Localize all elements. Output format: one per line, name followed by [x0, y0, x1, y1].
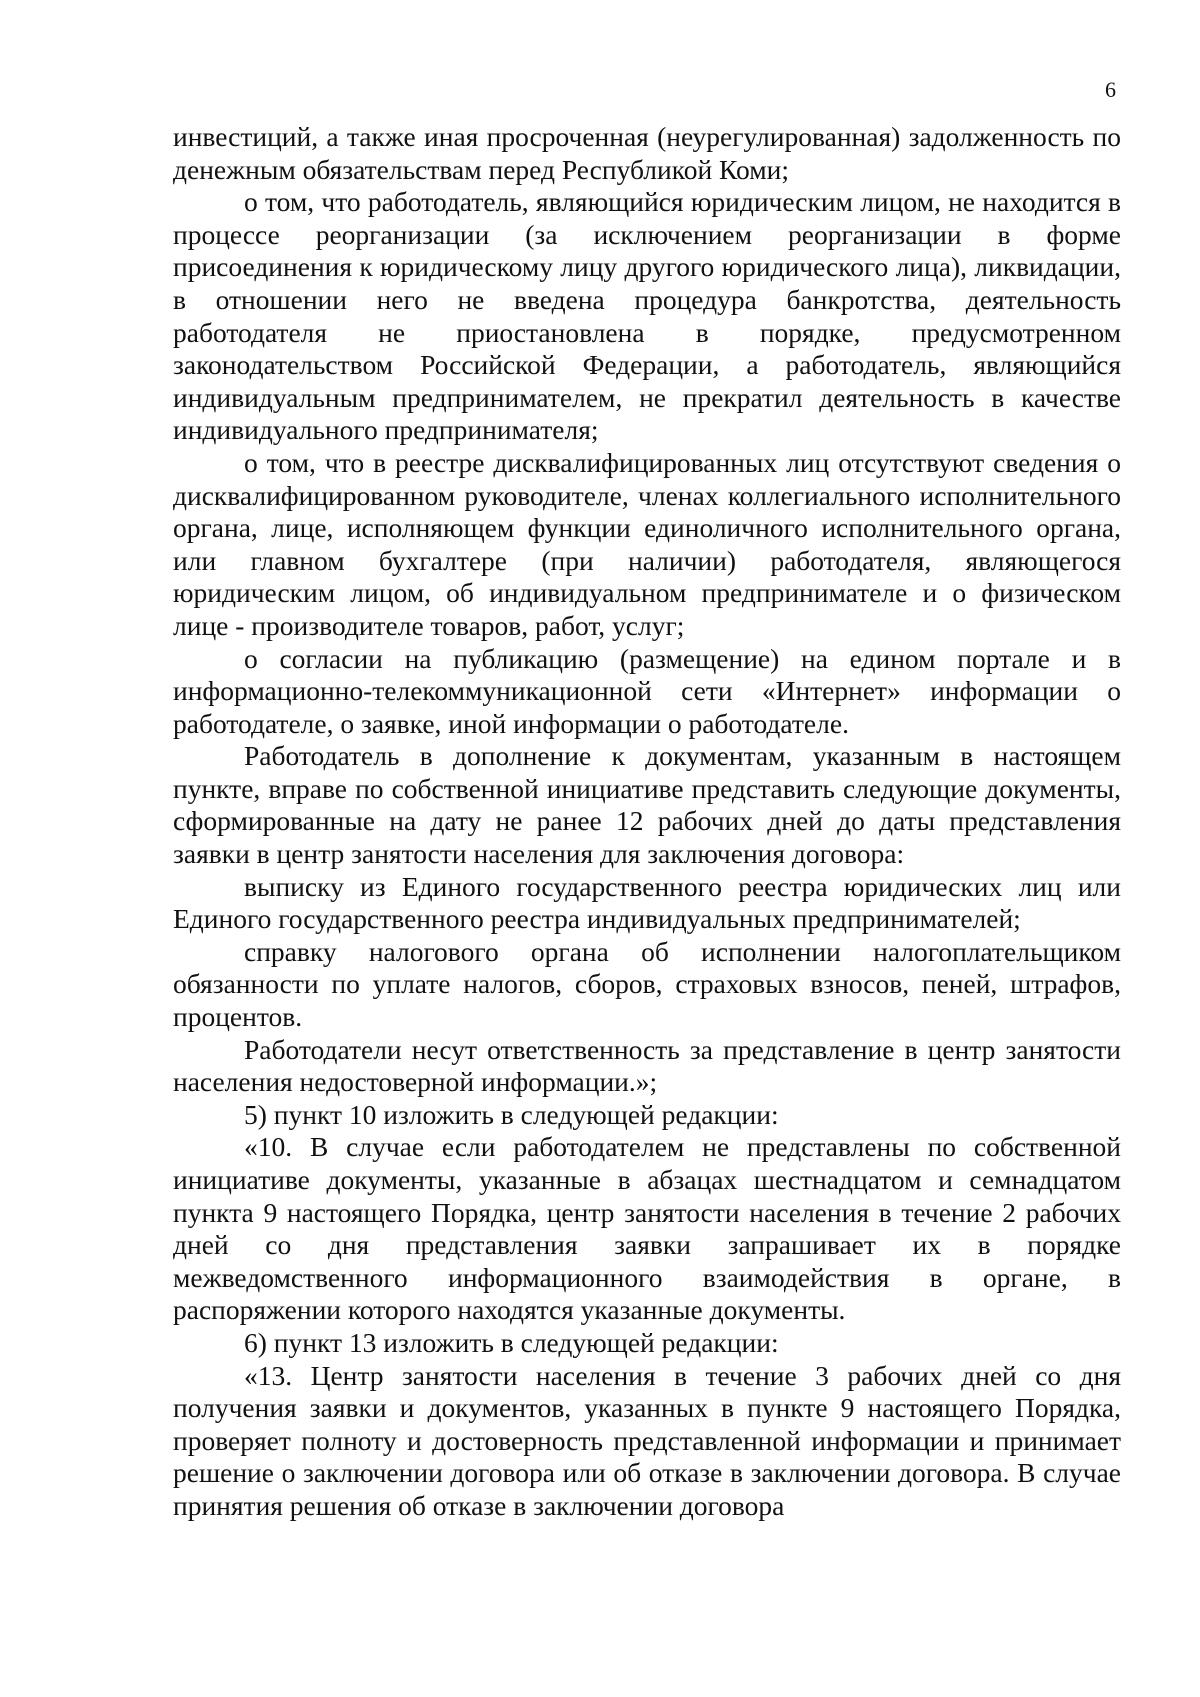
- paragraph-8: Работодатели несут ответственность за представление в центр занятости населения недостоверной информации.»;: [173, 1033, 1121, 1098]
- paragraph-7: справку налогового органа об исполнении налогоплательщиком обязанности по уплате налогов, сборов, страховых взносов, пеней, штрафов, процентов.: [173, 935, 1121, 1033]
- paragraph-4: о согласии на публикацию (размещение) на едином портале и в информационно-телекоммуникационной сети «Интернет» информации о работодателе, о заявке, иной информации о работодателе.: [173, 642, 1121, 739]
- paragraph-1: инвестиций, а также иная просроченная (неурегулированная) задолженность по денежным обязательствам перед Республикой Коми;: [173, 121, 1121, 185]
- document-body: [173, 121, 1121, 1523]
- page-number: 6: [1105, 77, 1116, 102]
- paragraph-10: «10. В случае если работодателем не представлены по собственной инициативе документы, указанные в абзацах шестнадцатом и семнадцатом пункта 9 настоящего Порядка, центр занятости населения в течение 2 рабочих дней со дня представления заявки запрашивает их в порядке межведомственного информационного взаимодействия в органе, в распоряжении которого находятся указанные документы.: [173, 1131, 1121, 1326]
- paragraph-5: Работодатель в дополнение к документам, указанным в настоящем пункте, вправе по собственной инициативе представить следующие документы, сформированные на дату не ранее 12 рабочих дней до даты представления заявки в центр занятости населения для заключения договора:: [173, 740, 1121, 870]
- paragraph-3: о том, что в реестре дисквалифицированных лиц отсутствуют сведения о дисквалифицированном руководителе, членах коллегиального исполнительного органа, лице, исполняющем функции единоличного исполнительного органа, или главном бухгалтере (при наличии) работодателя, являющегося юридическим лицом, об индивидуальном предпринимателе и о физическом лице - производителе товаров, работ, услуг;: [173, 446, 1121, 641]
- paragraph-9: 5) пункт 10 изложить в следующей редакции:: [244, 1098, 779, 1130]
- paragraph-2: о том, что работодатель, являющийся юридическим лицом, не находится в процессе реорганизации (за исключением реорганизации в форме присоединения к юридическому лицу другого юридического лица), ликвидации, в отношении него не введена процедура банкротства, деятельность работодателя не приостановлена в порядке, предусмотренном законодательством Российской Федерации, а работодатель, являющийся индивидуальным предпринимателем, не прекратил деятельность в качестве индивидуального предпринимателя;: [173, 186, 1121, 446]
- paragraph-12: «13. Центр занятости населения в течение 3 рабочих дней со дня получения заявки и документов, указанных в пункте 9 настоящего Порядка, проверяет полноту и достоверность представленной информации и принимает решение о заключении договора или об отказе в заключении договора. В случае принятия решения об отказе в заключении договора: [173, 1359, 1121, 1521]
- paragraph-6: выписку из Единого государственного реестра юридических лиц или Единого государственного реестра индивидуальных предпринимателей;: [173, 870, 1121, 935]
- paragraph-11: 6) пункт 13 изложить в следующей редакции:: [244, 1326, 779, 1358]
